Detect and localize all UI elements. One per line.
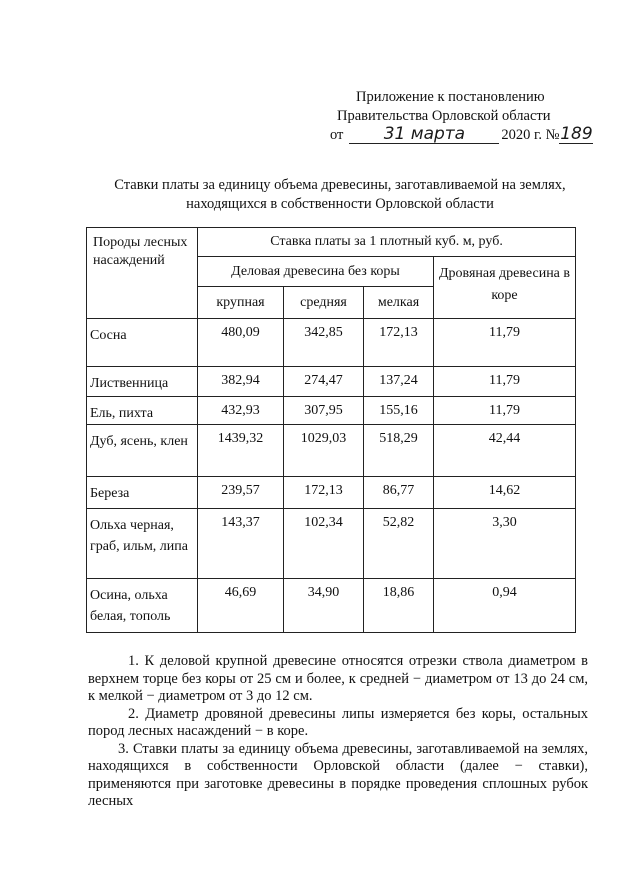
small-cell: 137,24 [364, 367, 434, 397]
large-cell: 143,37 [198, 509, 284, 579]
fuel-cell: 0,94 [434, 579, 576, 633]
header-fuel-wood: Дровяная древесина в коре [434, 257, 576, 319]
table-row [87, 367, 576, 397]
small-cell: 18,86 [364, 579, 434, 633]
title-line-2: находящихся в собственности Орловской области [186, 196, 494, 212]
table-row [87, 425, 576, 477]
header-large: крупная [198, 287, 284, 319]
header-business-wood: Деловая древесина без коры [198, 257, 434, 287]
table-header-row [87, 228, 576, 257]
medium-cell: 274,47 [284, 367, 364, 397]
large-cell: 382,94 [198, 367, 284, 397]
table-row [87, 477, 576, 509]
fuel-cell: 42,44 [434, 425, 576, 477]
title-line-1: Ставки платы за единицу объема древесины, заготавливаемой на землях, [114, 177, 566, 193]
small-cell: 172,13 [364, 319, 434, 367]
species-cell: Ольха черная, граб, ильм, липа [87, 509, 198, 579]
large-cell: 480,09 [198, 319, 284, 367]
year-text: 2020 г. № [501, 127, 560, 143]
species-cell: Дуб, ясень, клен [87, 425, 198, 477]
table-row [87, 579, 576, 633]
rates-table [86, 227, 576, 633]
header-medium: средняя [284, 287, 364, 319]
small-cell: 52,82 [364, 509, 434, 579]
small-cell: 155,16 [364, 397, 434, 425]
species-cell: Лиственница [87, 367, 198, 397]
small-cell: 518,29 [364, 425, 434, 477]
appendix-date-line [330, 126, 600, 145]
table-row [87, 509, 576, 579]
large-cell: 46,69 [198, 579, 284, 633]
fuel-cell: 11,79 [434, 319, 576, 367]
document-title [80, 176, 600, 214]
medium-cell: 34,90 [284, 579, 364, 633]
large-cell: 239,57 [198, 477, 284, 509]
header-species: Породы лесных насаждений [87, 228, 198, 319]
appendix-line-2: Правительства Орловской области [337, 108, 551, 124]
medium-cell: 1029,03 [284, 425, 364, 477]
note-paragraph: 3. Ставки платы за единицу объема древесины, заготавливаемой на землях, находящихся в собственности Орловской области (далее − ставки), применяются при заготовке древесины в порядке проведения сплошных рубок лесных [88, 740, 588, 809]
species-cell: Осина, ольха белая, тополь [87, 579, 198, 633]
large-cell: 1439,32 [198, 425, 284, 477]
large-cell: 432,93 [198, 397, 284, 425]
note-paragraph: 1. К деловой крупной древесине относятся отрезки ствола диаметром в верхнем торце без коры от 25 см и более, к средней − диаметром от 13 до 24 см, к мелкой − диаметром от 3 до 12 см. [88, 653, 588, 704]
table-row [87, 397, 576, 425]
appendix-line-1: Приложение к постановлению [356, 89, 545, 105]
fuel-cell: 3,30 [434, 509, 576, 579]
table-row [87, 319, 576, 367]
medium-cell: 307,95 [284, 397, 364, 425]
medium-cell: 342,85 [284, 319, 364, 367]
species-cell: Сосна [87, 319, 198, 367]
medium-cell: 102,34 [284, 509, 364, 579]
date-prefix: от [330, 127, 344, 143]
header-small: мелкая [364, 287, 434, 319]
fuel-cell: 11,79 [434, 397, 576, 425]
small-cell: 86,77 [364, 477, 434, 509]
medium-cell: 172,13 [284, 477, 364, 509]
notes-section [88, 653, 588, 811]
fuel-cell: 11,79 [434, 367, 576, 397]
header-rate: Ставка платы за 1 плотный куб. м, руб. [198, 228, 576, 257]
species-cell: Ель, пихта [87, 397, 198, 425]
handwritten-date: 31 марта [383, 124, 466, 144]
appendix-header [330, 88, 600, 145]
handwritten-number: 189 [560, 124, 593, 144]
note-paragraph: 2. Диаметр дровяной древесины липы измеряется без коры, остальных пород лесных насаждений − в коре. [88, 705, 588, 739]
fuel-cell: 14,62 [434, 477, 576, 509]
species-cell: Береза [87, 477, 198, 509]
